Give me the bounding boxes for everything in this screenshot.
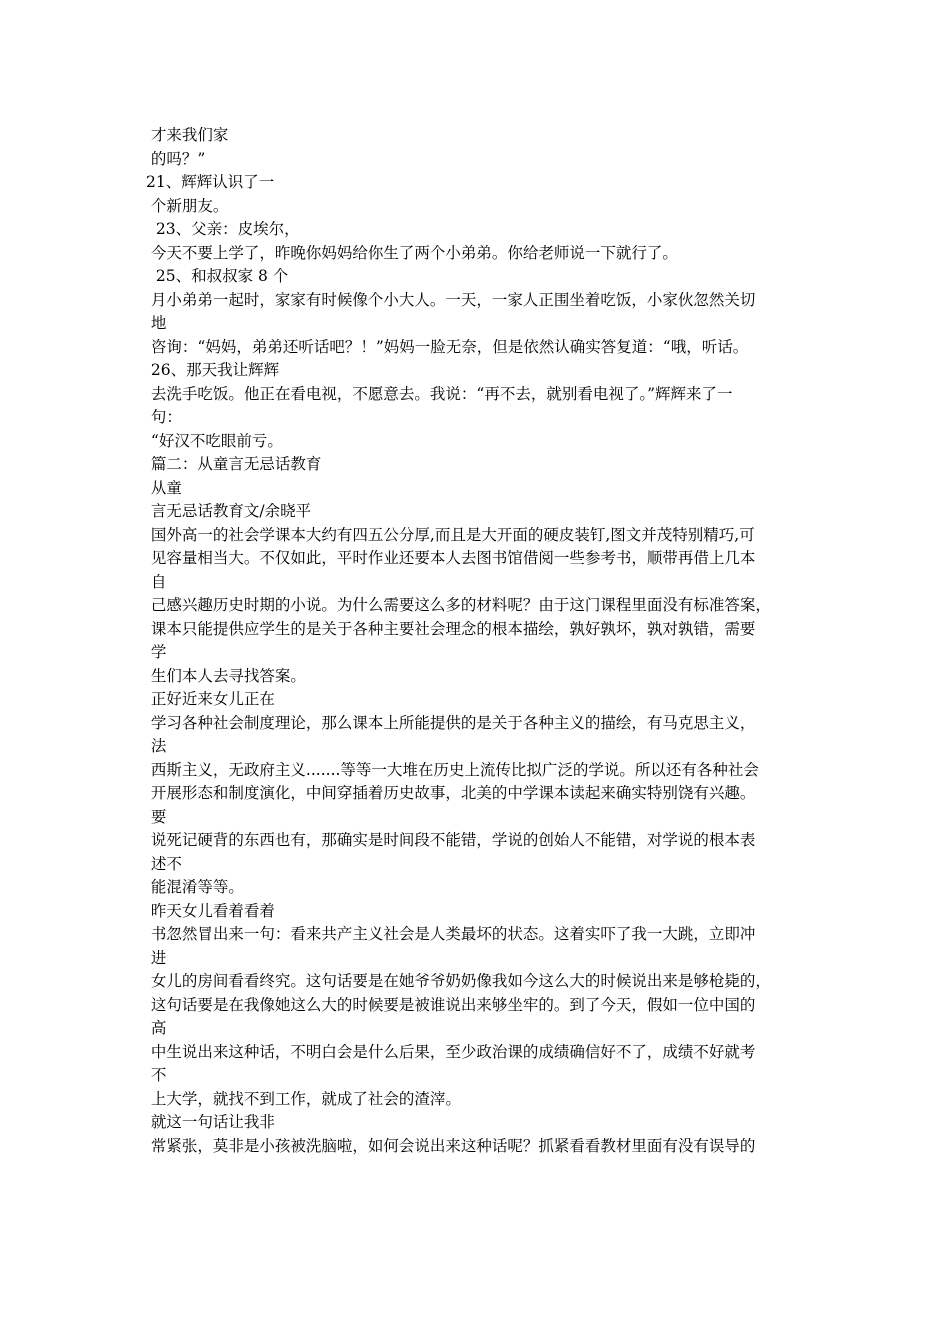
text-line: 篇二：从童言无忌话教育	[146, 455, 322, 473]
text-line: 国外高一的社会学课本大约有四五公分厚,而且是大开面的硬皮装钉,图文并茂特别精巧,可	[146, 525, 755, 544]
text-line: 课本只能提供应学生的是关于各种主要社会理念的根本描绘，孰好孰坏，孰对孰错，需要	[146, 619, 756, 638]
text-line: 地	[146, 314, 167, 332]
text-line: 说死记硬背的东西也有，那确实是时间段不能错，学说的创始人不能错，对学说的根本表	[146, 831, 756, 849]
text-line: 23、父亲：皮埃尔，	[146, 220, 300, 238]
text-line: 月小弟弟一起时，家家有时候像个小大人。一天，一家人正围坐着吃饭，小家伙忽然关切	[146, 290, 756, 309]
text-line: 个新朋友。	[146, 196, 229, 215]
text-line: 25、和叔叔家 8 个	[146, 267, 289, 285]
text-line: 生们本人去寻找答案。	[146, 666, 306, 685]
text-line: 从童	[146, 478, 182, 497]
text-line: 常紧张，莫非是小孩被洗脑啦，如何会说出来这种话呢？抓紧看看教材里面有没有误导的	[146, 1136, 756, 1155]
text-line: 能混淆等等。	[146, 878, 244, 896]
text-line: 去洗手吃饭。他正在看电视，不愿意去。我说：“再不去，就别看电视了。”辉辉来了一	[146, 384, 733, 403]
text-line: 今天不要上学了，昨晚你妈妈给你生了两个小弟弟。你给老师说一下就行了。	[146, 243, 678, 262]
text-line: 26、那天我让辉辉	[146, 361, 280, 379]
text-line: “好汉不吃眼前亏。	[146, 431, 283, 450]
document-body	[146, 124, 818, 1158]
text-line: 的吗？”	[146, 149, 206, 168]
text-line: 言无忌话教育文/余晓平	[146, 502, 312, 520]
text-line: 西斯主义，无政府主义.......等等一大堆在历史上流传比拟广泛的学说。所以还有各种社会	[146, 760, 759, 779]
text-line: 法	[146, 737, 167, 755]
text-line: 高	[146, 1019, 167, 1037]
text-line: 书忽然冒出来一句：看来共产主义社会是人类最坏的状态。这着实吓了我一大跳，立即冲	[146, 925, 756, 943]
text-line: 不	[146, 1066, 167, 1084]
text-line: 就这一句话让我非	[146, 1113, 275, 1131]
text-line: 中生说出来这种话，不明白会是什么后果，至少政治课的成绩确信好不了，成绩不好就考	[146, 1042, 756, 1061]
text-line: 21、辉辉认识了一	[146, 173, 275, 191]
text-line: 述不	[146, 854, 182, 873]
text-line: 上大学，就找不到工作，就成了社会的渣滓。	[146, 1089, 461, 1108]
text-line: 要	[146, 807, 167, 826]
text-line: 自	[146, 572, 167, 591]
text-line: 昨天女儿看着看着	[146, 901, 275, 920]
text-line: 才来我们家	[146, 126, 229, 144]
text-line: 学习各种社会制度理论，那么课本上所能提供的是关于各种主义的描绘，有马克思主义，	[146, 713, 756, 732]
text-line: 见容量相当大。不仅如此，平时作业还要本人去图书馆借阅一些参考书，顺带再借上几本	[146, 549, 756, 567]
text-line: 开展形态和制度演化，中间穿插着历史故事，北美的中学课本读起来确实特别饶有兴趣。	[146, 784, 756, 802]
text-line: 进	[146, 948, 167, 967]
text-line: 这句话要是在我像她这么大的时候要是被谁说出来够坐牢的。到了今天，假如一位中国的	[146, 995, 756, 1014]
text-line: 句：	[146, 408, 182, 426]
text-line: 学	[146, 643, 167, 661]
text-line: 咨询：“妈妈，弟弟还听话吧？！”妈妈一脸无奈，但是依然认确实答复道：“哦，听话。	[146, 337, 749, 356]
text-line: 女儿的房间看看终究。这句话要是在她爷爷奶奶像我如今这么大的时候说出来是够枪毙的，	[146, 972, 771, 990]
text-line: 己感兴趣历史时期的小说。为什么需要这么多的材料呢？由于这门课程里面没有标准答案，	[146, 596, 771, 614]
text-line: 正好近来女儿正在	[146, 690, 275, 708]
